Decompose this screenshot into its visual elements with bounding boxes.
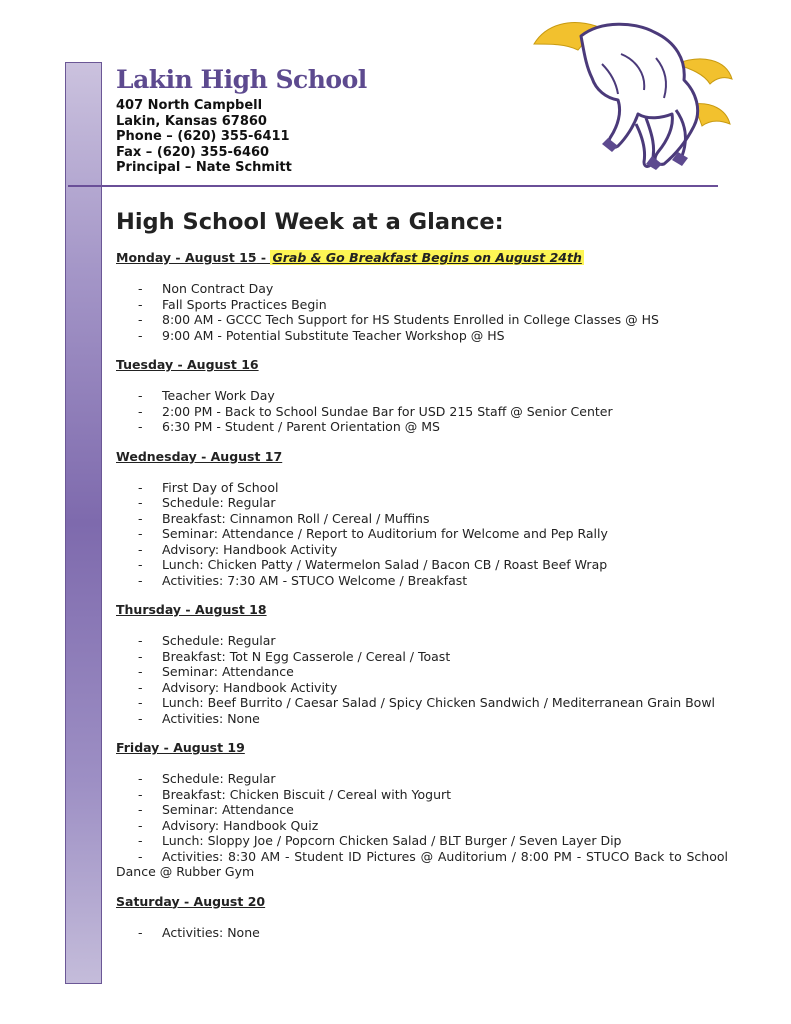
- day-section-monday: [116, 250, 728, 343]
- list-item: - Breakfast: Cinnamon Roll / Cereal / Muffins: [138, 510, 430, 526]
- list-item: - Schedule: Regular: [138, 633, 276, 648]
- breakfast-note: Grab & Go Breakfast Begins on August 24th: [272, 250, 582, 265]
- principal-name: Principal – Nate Schmitt: [116, 160, 292, 175]
- list-item: - Advisory: Handbook Quiz: [138, 817, 319, 833]
- list-item: - Activities: 7:30 AM - STUCO Welcome / Breakfast: [138, 572, 468, 588]
- wednesday-list: [116, 480, 728, 589]
- mustang-mascot-icon: [526, 14, 736, 174]
- list-item: - 9:00 AM - Potential Substitute Teacher Workshop @ HS: [138, 327, 505, 343]
- list-item: - First Day of School: [138, 479, 279, 495]
- page-title: High School Week at a Glance:: [116, 209, 504, 235]
- day-section-wednesday: [116, 449, 728, 589]
- header-divider: [68, 185, 718, 187]
- list-item: - Activities: None: [138, 710, 260, 726]
- list-item: - Breakfast: Chicken Biscuit / Cereal with Yogurt: [138, 786, 452, 802]
- school-name: Lakin High School: [116, 65, 367, 94]
- list-item: - Activities: None: [138, 924, 260, 940]
- list-item: - 2:00 PM - Back to School Sundae Bar for USD 215 Staff @ Senior Center: [138, 403, 613, 419]
- thursday-list: [116, 633, 728, 726]
- list-item: - Activities: 8:30 AM - Student ID Pictures @ Auditorium / 8:00 PM - STUCO Back to School Dance @ Rubber Gym: [116, 848, 728, 879]
- friday-list: [116, 771, 728, 880]
- list-item: - Schedule: Regular: [138, 771, 276, 786]
- saturday-list: [116, 925, 728, 941]
- list-item: - Lunch: Beef Burrito / Caesar Salad / Spicy Chicken Sandwich / Mediterranean Grain Bowl: [138, 695, 716, 710]
- list-item: - Advisory: Handbook Activity: [138, 679, 338, 695]
- list-item: - Advisory: Handbook Activity: [138, 541, 338, 557]
- list-item: - Breakfast: Tot N Egg Casserole / Cereal / Toast: [138, 648, 451, 664]
- list-item: - Non Contract Day: [138, 281, 274, 296]
- day-section-saturday: [116, 894, 728, 941]
- school-header: [116, 64, 367, 176]
- decorative-sidebar-bar: [65, 62, 102, 984]
- list-item: - Seminar: Attendance: [138, 664, 294, 679]
- fax-number: Fax – (620) 355-6460: [116, 144, 270, 160]
- list-item: - 8:00 AM - GCCC Tech Support for HS Students Enrolled in College Classes @ HS: [138, 312, 659, 327]
- day-section-thursday: [116, 602, 728, 726]
- list-item: - 6:30 PM - Student / Parent Orientation @ MS: [138, 419, 440, 434]
- list-item: - Teacher Work Day: [138, 388, 275, 403]
- day-section-tuesday: [116, 357, 728, 435]
- list-item: - Lunch: Sloppy Joe / Popcorn Chicken Salad / BLT Burger / Seven Layer Dip: [138, 833, 622, 848]
- list-item: - Seminar: Attendance: [138, 802, 294, 817]
- day-heading-saturday: Saturday - August 20: [116, 893, 266, 909]
- phone-number: Phone – (620) 355-6411: [116, 129, 290, 144]
- day-heading-friday: Friday - August 19: [116, 740, 245, 755]
- day-heading-tuesday: Tuesday - August 16: [116, 357, 259, 372]
- address-city: Lakin, Kansas 67860: [116, 113, 267, 129]
- day-heading-thursday: Thursday - August 18: [116, 602, 267, 617]
- heading-separator: -: [256, 250, 271, 265]
- list-item: - Lunch: Chicken Patty / Watermelon Salad / Bacon CB / Roast Beef Wrap: [138, 557, 608, 572]
- list-item: - Fall Sports Practices Begin: [138, 296, 327, 312]
- list-item: - Seminar: Attendance / Report to Auditorium for Welcome and Pep Rally: [138, 526, 608, 541]
- day-section-friday: [116, 740, 728, 880]
- day-heading-wednesday: Wednesday - August 17: [116, 448, 283, 464]
- day-heading-monday: [116, 250, 728, 265]
- list-item: - Schedule: Regular: [138, 495, 276, 510]
- tuesday-list: [116, 388, 728, 435]
- address-street: 407 North Campbell: [116, 98, 263, 113]
- day-heading-monday-label: Monday - August 15: [116, 250, 257, 265]
- monday-list: [116, 281, 728, 343]
- week-schedule: [116, 204, 728, 954]
